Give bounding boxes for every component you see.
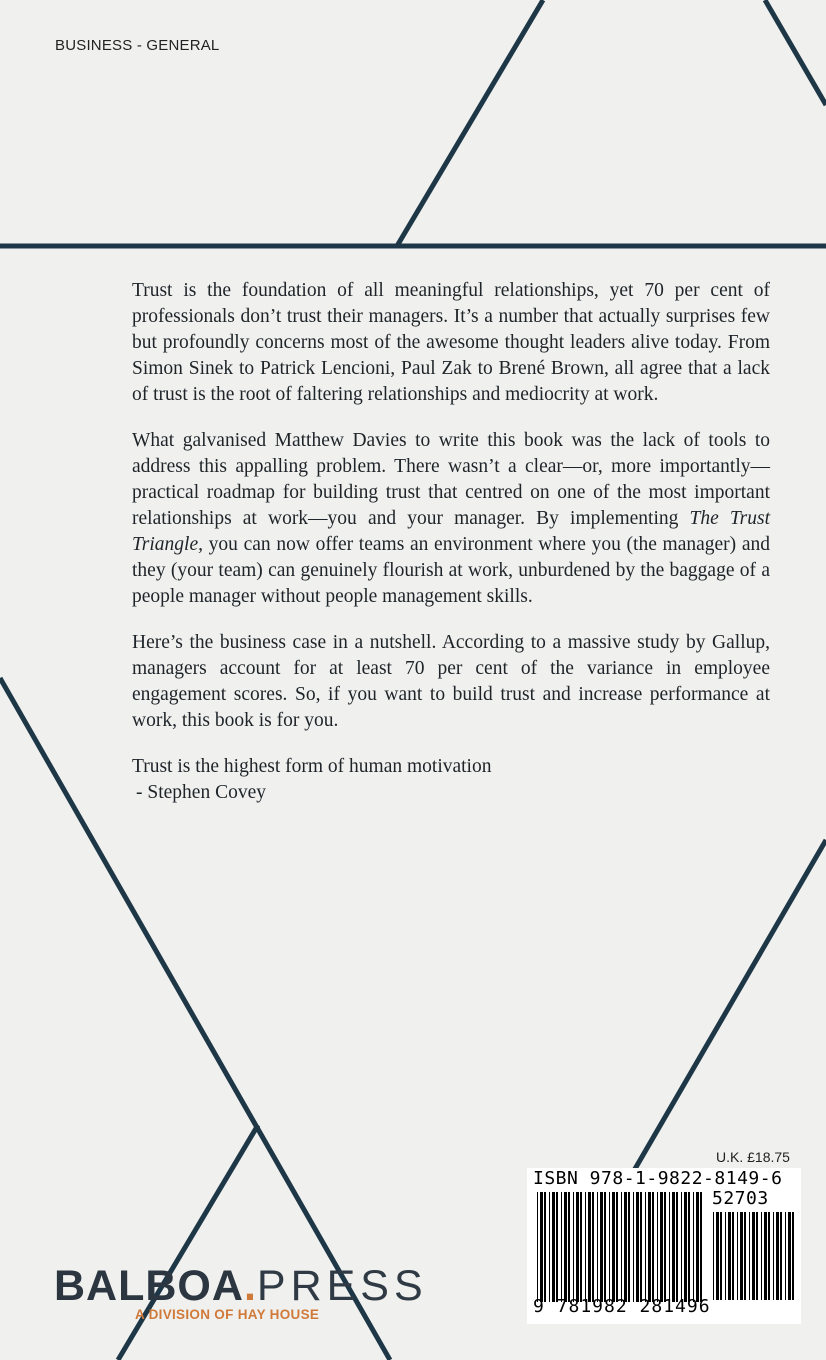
- barcode-bar: [681, 1192, 682, 1302]
- barcode-bar: [785, 1212, 786, 1300]
- barcode-bar: [780, 1212, 782, 1300]
- barcode-bar: [561, 1192, 562, 1302]
- barcode-bar: [773, 1212, 774, 1300]
- barcode-bar: [657, 1192, 658, 1302]
- quote-attribution: - Stephen Covey: [136, 782, 266, 803]
- barcode-bar: [792, 1212, 794, 1300]
- barcode-bar: [684, 1192, 687, 1302]
- quote-text: Trust is the highest form of human motivation: [132, 756, 492, 777]
- barcode-bar: [648, 1192, 651, 1302]
- barcode-bar: [624, 1192, 627, 1302]
- barcode-bar: [764, 1212, 767, 1300]
- barcode-bar: [552, 1192, 555, 1302]
- diagonal-line: [765, 0, 826, 105]
- blurb-paragraph: [132, 428, 770, 610]
- barcode-bar: [664, 1192, 666, 1302]
- barcode-bar: [564, 1192, 567, 1302]
- barcode-bar: [537, 1192, 538, 1302]
- barcode-bar: [660, 1192, 663, 1302]
- barcode-bar: [716, 1212, 719, 1300]
- barcode-bar: [645, 1192, 646, 1302]
- barcode-bar: [713, 1212, 714, 1300]
- barcode-bar: [609, 1192, 610, 1302]
- logo-dot: .: [243, 1262, 257, 1310]
- barcode-bar: [776, 1212, 779, 1300]
- book-title: The Trust Triangle,: [132, 508, 770, 555]
- barcode-bar: [640, 1192, 642, 1302]
- barcode-bar: [732, 1212, 734, 1300]
- barcode-bar: [788, 1212, 791, 1300]
- barcode-bar: [744, 1212, 746, 1300]
- logo-bold-text: BALBOA: [54, 1262, 244, 1310]
- publisher-division: A DIVISION OF HAY HOUSE: [135, 1307, 320, 1322]
- barcode-bar: [604, 1192, 606, 1302]
- barcode-bar: [549, 1192, 550, 1302]
- barcode-bar: [720, 1212, 722, 1300]
- barcode-bar: [585, 1192, 586, 1302]
- barcode-bar: [544, 1192, 546, 1302]
- logo-light-text: PRESS: [256, 1262, 428, 1310]
- barcode-bar: [672, 1192, 675, 1302]
- barcode-bar: [573, 1192, 574, 1302]
- barcode-bar: [752, 1212, 755, 1300]
- blurb-text: What galvanised Matthew Davies to write this book was the lack of tools to address this appalling problem. There wasn’t a clear—or, more importantly—practical roadmap for building trust that centred on one of the most important relationships at work—you and your manager. By implementing: [132, 430, 770, 529]
- barcode-bar: [621, 1192, 622, 1302]
- barcode-bar: [652, 1192, 654, 1302]
- barcode-bar: [693, 1192, 694, 1302]
- isbn-label: ISBN 978-1-9822-8149-6: [533, 1168, 783, 1189]
- diagonal-line: [397, 0, 543, 246]
- price-label: U.K. £18.75: [716, 1149, 790, 1165]
- barcode-bar: [725, 1212, 726, 1300]
- barcode-bar: [696, 1192, 699, 1302]
- barcode-bar: [600, 1192, 603, 1302]
- barcode-addon-digits: 52703: [712, 1188, 769, 1209]
- barcode-bar: [728, 1212, 731, 1300]
- blurb-text: you can now offer teams an environment where you (the manager) and they (your team) can genuinely flourish at work, unburdened by the baggage of a people manager without people management skills.: [132, 534, 770, 607]
- barcode-bar: [756, 1212, 758, 1300]
- barcode-bar: [628, 1192, 630, 1302]
- barcode-bar: [597, 1192, 598, 1302]
- barcode-bar: [540, 1192, 543, 1302]
- back-cover-blurb: [132, 278, 770, 806]
- barcode-ean-digits: 9 781982 281496: [533, 1296, 711, 1317]
- diagonal-line: [118, 1125, 258, 1360]
- barcode-bar: [592, 1192, 594, 1302]
- barcode-bar: [676, 1192, 678, 1302]
- barcode-bar: [616, 1192, 618, 1302]
- barcode-bar: [749, 1212, 750, 1300]
- barcode-bar: [740, 1212, 743, 1300]
- barcode-bar: [636, 1192, 639, 1302]
- barcode-bar: [576, 1192, 579, 1302]
- publisher-logo: [54, 1262, 428, 1311]
- barcode-bar: [768, 1212, 770, 1300]
- barcode-bar: [737, 1212, 738, 1300]
- barcode-bar: [556, 1192, 558, 1302]
- barcode-bar: [700, 1192, 702, 1302]
- barcode-bar: [568, 1192, 570, 1302]
- barcode-bar: [633, 1192, 634, 1302]
- barcode-bar: [588, 1192, 591, 1302]
- blurb-paragraph: Trust is the foundation of all meaningful relationships, yet 70 per cent of professionals don’t trust their managers. It’s a number that actually surprises few but profoundly concerns most of the awesome thought leaders alive today. From Simon Sinek to Patrick Lencioni, Paul Zak to Brené Brown, all agree that a lack of trust is the root of faltering relationships and mediocrity at work.: [132, 280, 770, 405]
- category-label: BUSINESS - GENERAL: [55, 37, 220, 54]
- barcode-bar: [580, 1192, 582, 1302]
- barcode-bar: [761, 1212, 762, 1300]
- barcode-bar: [612, 1192, 615, 1302]
- barcode-bar: [688, 1192, 690, 1302]
- blurb-paragraph: Here’s the business case in a nutshell. According to a massive study by Gallup, managers account for at least 70 per cent of the variance in employee engagement scores. So, if you want to build trust and increase performance at work, this book is for you.: [132, 632, 770, 731]
- barcode-bar: [669, 1192, 670, 1302]
